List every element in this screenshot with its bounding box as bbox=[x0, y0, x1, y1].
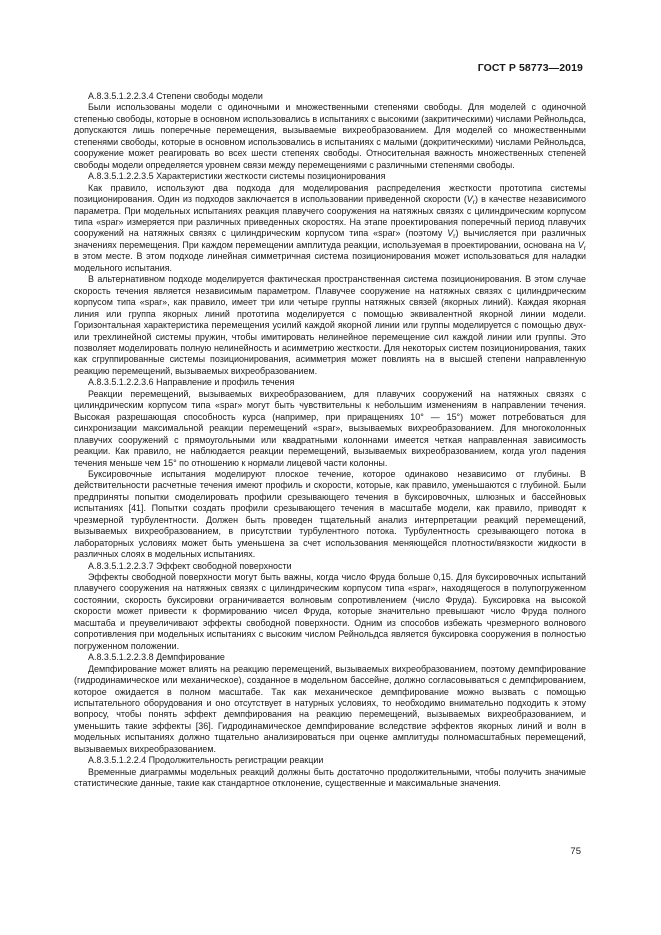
body-paragraph: Временные диаграммы модельных реакций должны быть достаточно продолжительными, чтобы получить значимые статистические данные, такие как стандартное отклонение, существенные и максимальные значения. bbox=[74, 766, 586, 789]
section-heading: А.8.3.5.1.2.2.3.5 Характеристики жесткости системы позиционирования bbox=[88, 171, 386, 182]
document-header: ГОСТ Р 58773—2019 bbox=[477, 62, 583, 74]
body-paragraph: В альтернативном подходе моделируется фактическая пространственная система позиционирования. В этом случае скорость течения является независимым параметром. Плавучее сооружение на натяжных связях с цилиндрическим корпусом типа «spar», как правило, имеет три или четыре группы натяжных связей (якорных линий). Каждая якорная линия или группа якорных линий прототипа моделируется с помощью эквивалентной якорной линии модели. Горизонтальная характеристика перемещения усилий каждой якорной линии или группы моделируется с помощью двух- или трехлинейной системы пружин, чтобы имитировать нелинейное перемещение сил каждой линии или группы. Это позволяет моделировать полную нелинейность и асимметрию жесткости. Для некоторых систем позиционирования, таких как сгруппированные системы позиционирования, асимметрия может повлиять на в высшей степени направленную реакцию перемещений, вызываемых вихреобразованием. bbox=[74, 274, 586, 376]
section-heading: А.8.3.5.1.2.2.3.6 Направление и профиль течения bbox=[88, 377, 295, 388]
body-paragraph: Эффекты свободной поверхности могут быть важны, когда число Фруда больше 0,15. Для буксировочных испытаний плавучего сооружения на натяжных связях с цилиндрическим корпусом типа «spar», находящегося в полупогруженном состоянии, скорость буксировки ограничивается волновым сопротивлением (число Фруда). Буксировка на высокой скорости может привести к формированию чисел Фруда, которые значительно превышают число Фруда полного масштаба и преувеличивают эффекты свободной поверхности. Одним из способов избежать чрезмерного волнового сопротивления при модельных испытаниях с высоким числом Рейнольдса является буксировка сооружения в полностью погруженном положении. bbox=[74, 572, 586, 651]
section-heading: А.8.3.5.1.2.2.3.4 Степени свободы модели bbox=[88, 91, 263, 101]
section-heading: А.8.3.5.1.2.2.4 Продолжительность регистрации реакции bbox=[88, 755, 324, 766]
document-body bbox=[74, 91, 586, 790]
body-paragraph: Реакции перемещений, вызываемых вихреобразованием, для плавучих сооружений на натяжных связях с цилиндрическим корпусом типа «spar» могут быть чувствительны к небольшим изменениям в направлении течения. Высокая разрешающая способность курса (например, при приращениях 10° — 15°) может потребоваться для синхронизации максимальной реакции перемещений «spar», вызываемых вихреобразованием. Для многоколонных плавучих сооружений с прямоугольными или квадратными колоннами имеется четкая направленная зависимость реакции. Как правило, не наблюдается реакции перемещений, вызываемых вихреобразованием, когда угол падения течения меньше чем 15° по отношению к нормали лицевой части колонны. bbox=[74, 388, 586, 468]
body-paragraph: Как правило, используют два подхода для моделирования распределения жесткости прототипа системы позиционирования. Один из подходов заключается в использовании приведенной скорости $(V_r)$ в качестве независимого параметра. При модельных испытаниях реакция плавучего сооружения на натяжных связях с цилиндрическим корпусом типа «spar» измеряется при различных приведенных скоростях. На этапе проектирования поперечный период плавучих сооружений на натяжных связях с цилиндрическим корпусом типа «spar» (поэтому $V_r$) вычисляется при различных значениях перемещения. При каждом перемещении амплитуда реакции, используемая в проектировании, основана на $V_r$ в этом месте. В этом подходе линейная симметричная система позиционирования может использоваться для наладки модельного испытания. bbox=[74, 182, 587, 273]
body-paragraph: Буксировочные испытания моделируют плоское течение, которое одинаково независимо от глубины. В действительности расчетные течения имеют профиль и скорости, которые, как правило, уменьшаются с глубиной. Были предприняты попытки смоделировать профили срезывающего течения в буксировочных, шлюзных и бассейновых испытаниях [41]. Попытки создать профили срезывающего течения в масштабе модели, как правило, приводят к чрезмерной турбулентности. Должен быть проведен тщательный анализ интерпретации реакций перемещений, вызываемых вихреобразованием, в присутствии турбулентного потока. Турбулентность срезывающего потока в лабораторных условиях может быть уменьшена за счет использования меняющейся плотности/вязкости жидкости в различных слоях в модельных испытаниях. bbox=[74, 468, 586, 560]
body-paragraph: Демпфирование может влиять на реакцию перемещений, вызываемых вихреобразованием, поэтому демпфирование (гидродинамическое или механическое), созданное в модельном бассейне, должно согласовываться с демпфированием, которое ожидается в полном масштабе. Так как механическое демпфирование можно вызвать с помощью испытательного оборудования и оно отсутствует в натурных условиях, то необходимо внимательно подходить к этому вопросу, чтобы понять эффект демпфирования на реакцию перемещений, вызываемых вихреобразованием, и уменьшить такие эффекты [36]. Гидродинамическое демпфирование вследствие эффектов якорных линий и волн в модельных испытаниях должно тщательно анализироваться при оценке амплитуды полномасштабных перемещений, вызываемых вихреобразованием. bbox=[74, 663, 586, 754]
body-paragraph: Были использованы модели с одиночными и множественными степенями свободы. Для моделей с одиночной степенью свободы, которые в основном использовались в испытаниях с высокими (закритическими) числами Рейнольдса, допускаются лишь поперечные перемещения, вызываемые вихреобразованием. Для моделей со множественными степенями свободы, которые в основном использовались в испытаниях с малыми (докритическими) числами Рейнольдса, сооружение может реагировать во всех шести степенях свободы. Относительная важность множественных степеней свободы модели определяется уровнем связи между перемещениями с различными степенями свободы. bbox=[74, 102, 587, 170]
page-number: 75 bbox=[570, 846, 581, 857]
section-heading: А.8.3.5.1.2.2.3.8 Демпфирование bbox=[88, 652, 225, 663]
section-heading: А.8.3.5.1.2.2.3.7 Эффект свободной поверхности bbox=[88, 560, 292, 571]
